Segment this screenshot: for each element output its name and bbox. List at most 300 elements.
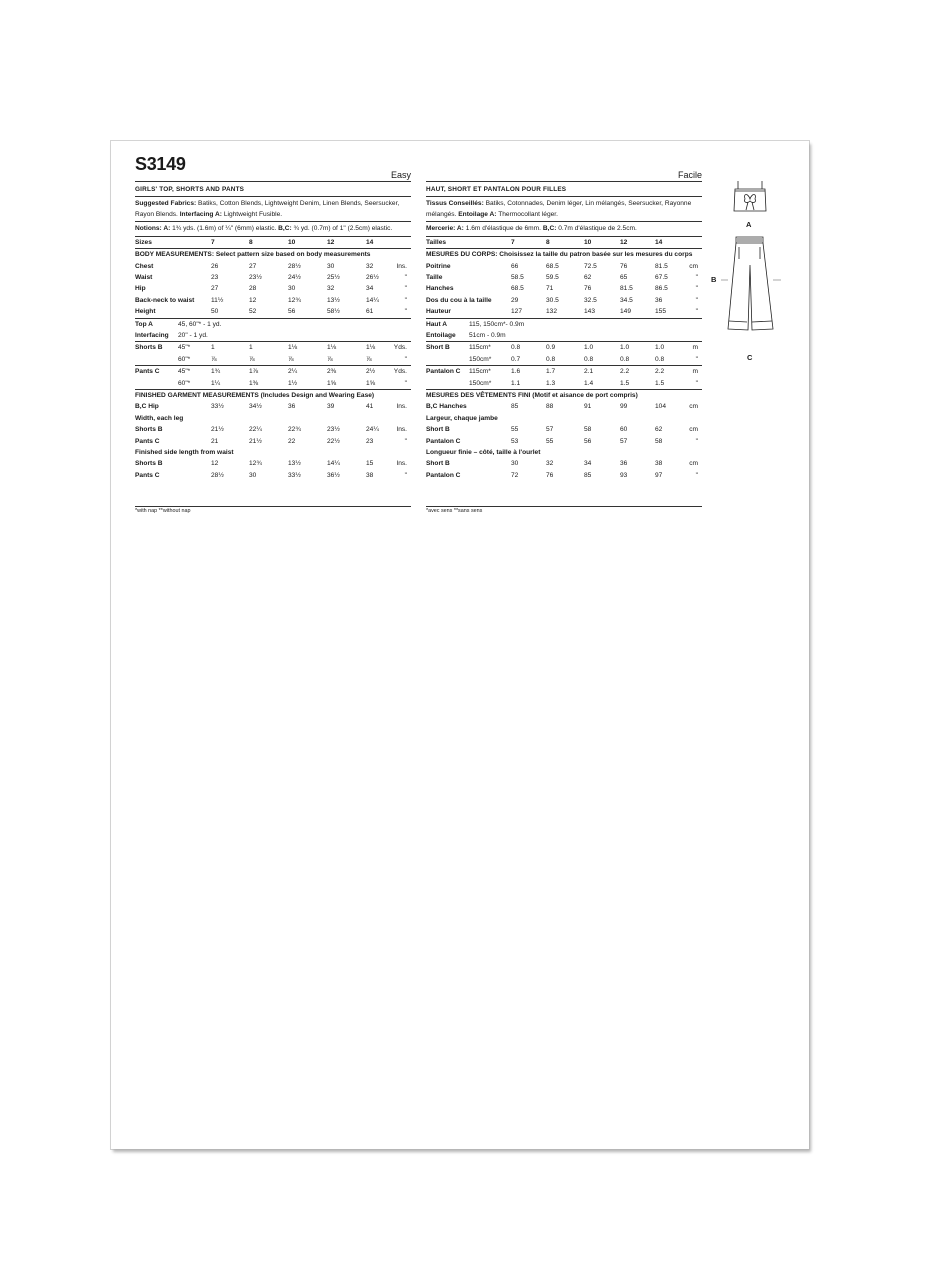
row-label: Height (135, 308, 156, 316)
table-cell: 32 (327, 285, 335, 293)
table-cell: 36½ (327, 471, 340, 479)
pattern-sheet (111, 141, 809, 1149)
table-cell: 33½ (288, 471, 301, 479)
table-cell: 38 (655, 460, 663, 468)
table-cell: 1⅝ (327, 379, 337, 387)
line-art (717, 177, 797, 367)
table-cell: 14¼ (327, 460, 340, 468)
table-cell: 21 (211, 437, 219, 445)
table-cell: 2.1 (584, 368, 594, 376)
row-label: Pantalon C (426, 368, 461, 376)
unit: " (404, 437, 407, 445)
table-cell: 41 (366, 403, 374, 411)
length-heading-fr: Longueur finie – côté, taille à l'ourlet (426, 448, 541, 456)
table-row (135, 366, 411, 377)
view-a-label: A (746, 220, 752, 229)
table-cell: 53 (511, 437, 519, 445)
table-row (135, 295, 411, 306)
view-c-label: C (747, 353, 753, 362)
table-cell: 30 (327, 262, 335, 270)
row-label: Pants C (135, 471, 160, 479)
finished-hip-table (135, 401, 411, 412)
row-label: Chest (135, 262, 154, 270)
table-cell: 0.8 (584, 355, 594, 363)
table-row (426, 401, 702, 412)
table-cell: 58 (584, 426, 592, 434)
table-cell: 29 (511, 296, 519, 304)
table-cell: 22 (288, 437, 296, 445)
size: 10 (584, 238, 592, 246)
row-label: Short B (426, 460, 450, 468)
shorts-yardage-table-fr (426, 342, 702, 366)
header-fr (426, 161, 702, 182)
table-cell: ⅞ (327, 355, 333, 363)
table-row (135, 378, 411, 389)
fabric-width: 150cm* (469, 355, 492, 363)
unit: " (695, 471, 698, 479)
unit: Ins. (396, 403, 407, 411)
table-cell: 39 (327, 403, 335, 411)
row-label: Back-neck to waist (135, 296, 195, 304)
table-cell: 30 (288, 285, 296, 293)
unit: Ins. (396, 262, 407, 270)
table-cell: 76 (584, 285, 592, 293)
topa-label-fr: Haut A (426, 320, 448, 328)
row-label: Hip (135, 285, 146, 293)
table-row (426, 378, 702, 389)
table-cell: 25½ (327, 274, 340, 282)
table-cell: 0.7 (511, 355, 521, 363)
table-cell: 27 (211, 285, 219, 293)
table-cell: 27 (249, 262, 257, 270)
table-cell: 0.9 (546, 344, 556, 352)
table-cell: 30 (511, 460, 519, 468)
table-row (426, 342, 702, 353)
pattern-title-fr: HAUT, SHORT ET PANTALON POUR FILLES (426, 182, 702, 197)
row-label: Pants C (135, 437, 160, 445)
table-row (426, 261, 702, 272)
unit: cm (689, 460, 698, 468)
table-cell: 2.2 (655, 368, 665, 376)
width-heading-fr: Largeur, chaque jambe (426, 414, 498, 422)
table-cell: 28½ (211, 471, 224, 479)
table-cell: 56 (288, 308, 296, 316)
row-label: Short B (426, 426, 450, 434)
fabrics-paragraph (135, 197, 411, 222)
width-table (135, 424, 411, 447)
table-cell: 93 (620, 471, 628, 479)
table-row (135, 272, 411, 283)
table-cell: 34.5 (620, 296, 633, 304)
size: 7 (511, 238, 515, 246)
table-row (426, 424, 702, 435)
table-row (426, 283, 702, 294)
table-cell: 24¼ (366, 426, 379, 434)
table-row (426, 354, 702, 365)
pattern-code: S3149 (135, 154, 186, 174)
size: 12 (620, 238, 628, 246)
english-column (135, 154, 411, 481)
unit: Ins. (396, 426, 407, 434)
width-heading: Width, each leg (135, 414, 184, 422)
table-cell: 1.5 (620, 379, 630, 387)
table-cell: 1½ (288, 379, 298, 387)
table-cell: 22¼ (249, 426, 262, 434)
table-row (135, 470, 411, 481)
french-column (426, 161, 702, 481)
table-cell: 56 (584, 437, 592, 445)
footnote-fr: *avec sens **sans sens (426, 506, 702, 514)
body-measurements-heading-fr: MESURES DU CORPS: Choisissez la taille du patron basée sur les mesures du corps (426, 251, 693, 259)
length-table (135, 458, 411, 481)
table-cell: 34 (584, 460, 592, 468)
table-cell: 30.5 (546, 296, 559, 304)
table-cell: 57 (620, 437, 628, 445)
table-cell: 55 (546, 437, 554, 445)
table-cell: ⅞ (288, 355, 294, 363)
table-row (135, 283, 411, 294)
unit: " (695, 308, 698, 316)
interfacing-row-value: 20" - 1 yd. (178, 332, 208, 340)
table-cell: 36 (620, 460, 628, 468)
row-label: Pants C (135, 368, 160, 376)
unit: " (695, 355, 698, 363)
interfacing-label-fr: Entoilage A: (458, 210, 497, 218)
topa-row-fr (426, 319, 702, 330)
unit: " (695, 285, 698, 293)
table-row (135, 261, 411, 272)
table-cell: 76 (546, 471, 554, 479)
table-cell: 36 (288, 403, 296, 411)
footnote: *with nap **without nap (135, 506, 411, 514)
table-cell: 23½ (327, 426, 340, 434)
table-cell: 30 (249, 471, 257, 479)
table-cell: 12 (249, 296, 257, 304)
table-cell: 66 (511, 262, 519, 270)
table-cell: 24½ (288, 274, 301, 282)
interfacing-row-fr (426, 330, 702, 342)
fabrics-text-fr: Batiks, Cotonnades, Denim léger, Lin mélangés, Seersucker, Rayonne mélangés. (426, 200, 692, 218)
table-cell: 71 (546, 285, 554, 293)
sizes-label: Sizes (135, 238, 152, 246)
fabric-width: 60"* (178, 379, 191, 387)
table-cell: 2⅜ (327, 368, 337, 376)
table-cell: 61 (366, 308, 374, 316)
table-cell: 62 (584, 274, 592, 282)
table-row (135, 436, 411, 447)
table-cell: 13½ (327, 296, 340, 304)
table-cell: 132 (546, 308, 558, 316)
table-cell: 22¾ (288, 426, 301, 434)
table-cell: 21½ (249, 437, 262, 445)
finished-hip-table-fr (426, 401, 702, 412)
table-cell: 99 (620, 403, 628, 411)
table-cell: 149 (620, 308, 632, 316)
topa-label: Top A (135, 320, 153, 328)
size: 8 (249, 238, 253, 246)
row-label: Poitrine (426, 262, 451, 270)
unit: cm (689, 403, 698, 411)
fabric-width: 45"* (178, 344, 191, 352)
unit: " (404, 308, 407, 316)
size: 14 (655, 238, 663, 246)
table-cell: 2¼ (288, 368, 298, 376)
table-cell: 12 (211, 460, 219, 468)
table-cell: 104 (655, 403, 667, 411)
table-cell: 68.5 (546, 262, 559, 270)
table-cell: 0.8 (620, 355, 630, 363)
table-cell: 28 (249, 285, 257, 293)
table-row (426, 470, 702, 481)
garment-illustrations (711, 177, 797, 367)
header (135, 154, 411, 182)
table-cell: 1⅛ (366, 344, 376, 352)
table-cell: 1.1 (511, 379, 521, 387)
table-cell: 15 (366, 460, 374, 468)
table-cell: 32.5 (584, 296, 597, 304)
notions-label: Notions: A: (135, 225, 171, 233)
fabrics-label: Suggested Fabrics: (135, 200, 197, 208)
unit: Yds. (393, 368, 407, 376)
table-cell: 1⅛ (288, 344, 298, 352)
table-cell: 1.6 (511, 368, 521, 376)
table-cell: 1 (211, 344, 215, 352)
table-cell: 1.0 (655, 344, 665, 352)
fabric-width: 45"* (178, 368, 191, 376)
table-row (135, 401, 411, 412)
table-cell: 72 (511, 471, 519, 479)
table-cell: 88 (546, 403, 554, 411)
finished-heading: FINISHED GARMENT MEASUREMENTS (Includes Design and Wearing Ease) (135, 392, 375, 399)
unit: " (404, 355, 407, 363)
table-row (135, 354, 411, 365)
row-label: B,C Hanches (426, 403, 467, 411)
table-row (135, 342, 411, 353)
body-measurements-heading: BODY MEASUREMENTS: Select pattern size based on body measurements (135, 251, 371, 259)
table-cell: 34½ (249, 403, 262, 411)
table-cell: 127 (511, 308, 523, 316)
unit: cm (689, 262, 698, 270)
table-row (135, 424, 411, 435)
fabrics-text: Batiks, Cotton Blends, Lightweight Denim, Linen Blends, Seersucker, Rayon Blends. (135, 200, 400, 218)
topa-value: 45, 60"* - 1 yd. (178, 320, 222, 328)
table-cell: 26½ (366, 274, 379, 282)
row-label: Dos du cou à la taille (426, 296, 492, 304)
unit: " (404, 471, 407, 479)
table-cell: 1.0 (620, 344, 630, 352)
table-cell: 1⅛ (327, 344, 337, 352)
row-label: Pantalon C (426, 471, 461, 479)
table-cell: 1⅞ (249, 368, 259, 376)
fabrics-label-fr: Tissus Conseillés: (426, 200, 484, 208)
table-cell: 34 (366, 285, 374, 293)
sizes-label-fr: Tailles (426, 238, 447, 246)
table-cell: 0.8 (655, 355, 665, 363)
table-cell: 12¾ (288, 296, 301, 304)
table-row (426, 272, 702, 283)
table-cell: 57 (546, 426, 554, 434)
table-cell: 155 (655, 308, 667, 316)
row-label: Waist (135, 274, 153, 282)
table-cell: 1 (249, 344, 253, 352)
row-label: B,C Hip (135, 403, 159, 411)
topa-row (135, 319, 411, 330)
unit: Yds. (393, 344, 407, 352)
interfacing-row-label-fr: Entoilage (426, 332, 456, 340)
table-cell: 76 (620, 262, 628, 270)
size: 14 (366, 238, 374, 246)
difficulty: Easy (390, 170, 411, 180)
row-label: Shorts B (135, 460, 163, 468)
table-row (135, 458, 411, 469)
table-cell: ⅞ (249, 355, 255, 363)
table-cell: 81.5 (655, 262, 668, 270)
size: 10 (288, 238, 296, 246)
finished-heading-fr: MESURES DES VÊTEMENTS FINI (Motif et aisance de port compris) (426, 392, 638, 399)
table-cell: 26 (211, 262, 219, 270)
unit: m (692, 344, 698, 352)
table-cell: 1⅝ (366, 379, 376, 387)
length-heading: Finished side length from waist (135, 448, 234, 456)
unit: Ins. (396, 460, 407, 468)
unit: " (695, 296, 698, 304)
table-cell: 13½ (288, 460, 301, 468)
row-label: Shorts B (135, 426, 163, 434)
row-label: Hanches (426, 285, 454, 293)
table-cell: 32 (546, 460, 554, 468)
notions-text: 1¾ yds. (1.6m) of ¼" (6mm) elastic. (170, 225, 279, 233)
row-label: Short B (426, 344, 450, 352)
body-measurements-table-fr (426, 261, 702, 319)
table-cell: 2½ (366, 368, 376, 376)
table-cell: 65 (620, 274, 628, 282)
table-cell: 28½ (288, 262, 301, 270)
table-cell: 32 (366, 262, 374, 270)
unit: m (692, 368, 698, 376)
unit: " (404, 379, 407, 387)
table-cell: ⅞ (366, 355, 372, 363)
row-label: Taille (426, 274, 443, 282)
pattern-title: GIRLS' TOP, SHORTS AND PANTS (135, 182, 411, 197)
unit: " (404, 274, 407, 282)
table-row (426, 295, 702, 306)
table-cell: 52 (249, 308, 257, 316)
table-cell: 33½ (211, 403, 224, 411)
table-cell: 11½ (211, 296, 224, 304)
table-cell: 55 (511, 426, 519, 434)
table-row (426, 306, 702, 317)
size: 7 (211, 238, 215, 246)
table-cell: 2.2 (620, 368, 630, 376)
width-table-fr (426, 424, 702, 447)
size: 12 (327, 238, 335, 246)
notions-bc-label: B,C: (278, 225, 292, 233)
table-cell: 68.5 (511, 285, 524, 293)
top-a-drawing (734, 181, 766, 211)
notions-paragraph-fr (426, 222, 702, 237)
sizes-row-fr (426, 237, 702, 249)
table-cell: 1¾ (211, 368, 221, 376)
fabric-width: 150cm* (469, 379, 492, 387)
fabric-width: 60"* (178, 355, 191, 363)
notions-label-fr: Mercerie: A: (426, 225, 464, 233)
table-cell: 72.5 (584, 262, 597, 270)
notions-bc-label-fr: B,C: (542, 225, 557, 233)
interfacing-text-fr: Thermocollant léger. (496, 210, 558, 218)
interfacing-row-label: Interfacing (135, 332, 169, 340)
table-row (426, 366, 702, 377)
table-cell: ⅞ (211, 355, 217, 363)
pants-yardage-table (135, 366, 411, 390)
table-cell: 1.4 (584, 379, 594, 387)
table-cell: 85 (511, 403, 519, 411)
row-label: Pantalon C (426, 437, 461, 445)
table-cell: 1.5 (655, 379, 665, 387)
table-cell: 1⅜ (249, 379, 259, 387)
unit: " (404, 285, 407, 293)
table-cell: 22½ (327, 437, 340, 445)
table-cell: 58½ (327, 308, 340, 316)
table-cell: 14¼ (366, 296, 379, 304)
table-cell: 97 (655, 471, 663, 479)
table-cell: 1.3 (546, 379, 556, 387)
topa-value-fr: 115, 150cm*- 0.9m (469, 320, 525, 328)
table-cell: 81.5 (620, 285, 633, 293)
table-cell: 59.5 (546, 274, 559, 282)
table-cell: 12¾ (249, 460, 262, 468)
table-cell: 23 (211, 274, 219, 282)
fabric-width: 115cm* (469, 344, 491, 352)
view-b-label: B (711, 275, 717, 284)
table-row (135, 306, 411, 317)
unit: cm (689, 426, 698, 434)
table-row (426, 458, 702, 469)
fabric-width: 115cm* (469, 368, 491, 376)
table-row (426, 436, 702, 447)
difficulty-fr: Facile (677, 170, 702, 180)
table-cell: 67.5 (655, 274, 668, 282)
unit: " (695, 437, 698, 445)
interfacing-row (135, 330, 411, 342)
table-cell: 36 (655, 296, 663, 304)
table-cell: 23 (366, 437, 374, 445)
sizes-row (135, 237, 411, 249)
table-cell: 60 (620, 426, 628, 434)
table-cell: 1.7 (546, 368, 556, 376)
pants-yardage-table-fr (426, 366, 702, 390)
pants-c-drawing (728, 237, 773, 330)
table-cell: 143 (584, 308, 596, 316)
table-cell: 62 (655, 426, 663, 434)
length-table-fr (426, 458, 702, 481)
table-cell: 1.0 (584, 344, 594, 352)
row-label: Hauteur (426, 308, 451, 316)
table-cell: 86.5 (655, 285, 668, 293)
table-cell: 23½ (249, 274, 262, 282)
table-cell: 50 (211, 308, 219, 316)
fabrics-paragraph-fr (426, 197, 702, 222)
table-cell: 58 (655, 437, 663, 445)
interfacing-text: Lightweight Fusible. (221, 210, 283, 218)
unit: " (695, 379, 698, 387)
table-cell: 21½ (211, 426, 224, 434)
table-cell: 91 (584, 403, 592, 411)
interfacing-label: Interfacing A: (179, 210, 222, 218)
table-cell: 0.8 (511, 344, 521, 352)
size: 8 (546, 238, 550, 246)
unit: " (695, 274, 698, 282)
notions-paragraph (135, 222, 411, 237)
